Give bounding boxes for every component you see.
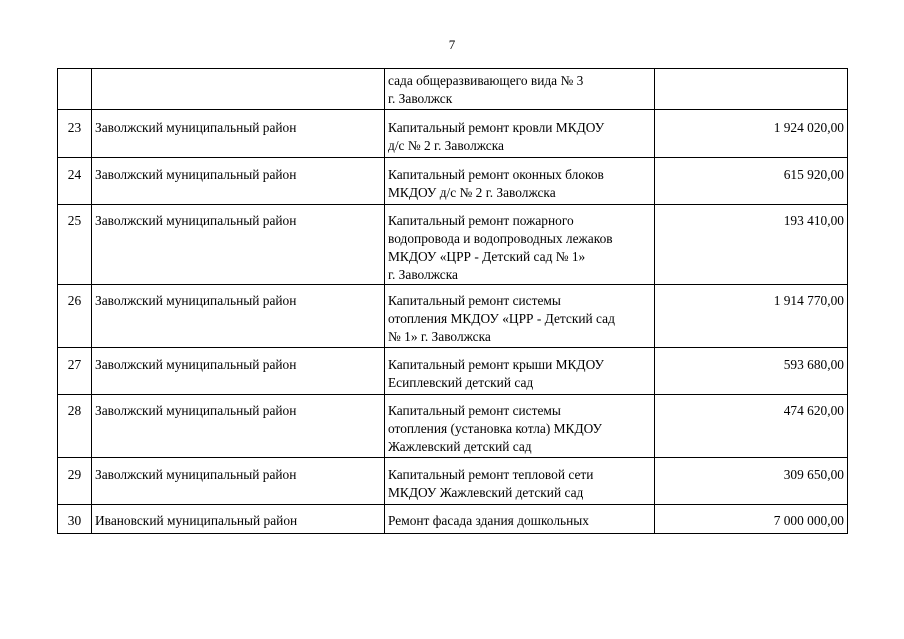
object-line: МКДОУ д/с № 2 г. Заволжска xyxy=(388,185,556,200)
row-number: 25 xyxy=(58,205,92,285)
amount: 7 000 000,00 xyxy=(655,505,848,534)
object-line: Капитальный ремонт системы xyxy=(388,293,561,308)
district-name: Заволжский муниципальный район xyxy=(92,458,385,505)
object-line: Капитальный ремонт крыши МКДОУ xyxy=(388,357,604,372)
object-line: МКДОУ Жажлевский детский сад xyxy=(388,485,584,500)
amount: 615 920,00 xyxy=(655,158,848,205)
object-description xyxy=(385,395,655,458)
table-row xyxy=(58,205,848,285)
funding-table xyxy=(57,68,848,534)
object-line: водопровода и водопроводных лежаков xyxy=(388,231,613,246)
object-line: Капитальный ремонт оконных блоков xyxy=(388,167,604,182)
object-description xyxy=(385,158,655,205)
object-line: г. Заволжск xyxy=(388,91,453,106)
table-row xyxy=(58,505,848,534)
object-description xyxy=(385,505,655,534)
object-line: Капитальный ремонт кровли МКДОУ xyxy=(388,120,605,135)
district-name xyxy=(92,69,385,110)
row-number: 30 xyxy=(58,505,92,534)
table-row xyxy=(58,395,848,458)
object-line: Капитальный ремонт системы xyxy=(388,403,561,418)
district-name: Заволжский муниципальный район xyxy=(92,348,385,395)
page-number: 7 xyxy=(448,37,456,52)
object-line: МКДОУ «ЦРР - Детский сад № 1» xyxy=(388,249,586,264)
object-line: отопления (установка котла) МКДОУ xyxy=(388,421,603,436)
row-number: 24 xyxy=(58,158,92,205)
table-row xyxy=(58,285,848,348)
object-description xyxy=(385,285,655,348)
row-number: 29 xyxy=(58,458,92,505)
object-description xyxy=(385,69,655,110)
object-line: № 1» г. Заволжска xyxy=(388,329,491,344)
amount: 309 650,00 xyxy=(655,458,848,505)
amount: 193 410,00 xyxy=(655,205,848,285)
object-description xyxy=(385,110,655,158)
amount: 1 914 770,00 xyxy=(655,285,848,348)
amount: 474 620,00 xyxy=(655,395,848,458)
table-row xyxy=(58,158,848,205)
object-line: Капитальный ремонт пожарного xyxy=(388,213,574,228)
object-line: отопления МКДОУ «ЦРР - Детский сад xyxy=(388,311,615,326)
district-name: Ивановский муниципальный район xyxy=(92,505,385,534)
object-line: г. Заволжска xyxy=(388,267,458,282)
object-line: Жажлевский детский сад xyxy=(388,439,532,454)
district-name: Заволжский муниципальный район xyxy=(92,110,385,158)
object-description xyxy=(385,458,655,505)
district-name: Заволжский муниципальный район xyxy=(92,395,385,458)
amount: 1 924 020,00 xyxy=(655,110,848,158)
row-number: 26 xyxy=(58,285,92,348)
row-number: 23 xyxy=(58,110,92,158)
row-number: 27 xyxy=(58,348,92,395)
table-row xyxy=(58,458,848,505)
object-line: сада общеразвивающего вида № 3 xyxy=(388,73,584,88)
district-name: Заволжский муниципальный район xyxy=(92,158,385,205)
table-row xyxy=(58,348,848,395)
district-name: Заволжский муниципальный район xyxy=(92,285,385,348)
row-number: 28 xyxy=(58,395,92,458)
object-line: д/с № 2 г. Заволжска xyxy=(388,138,504,153)
object-description xyxy=(385,205,655,285)
table-row xyxy=(58,69,848,110)
district-name: Заволжский муниципальный район xyxy=(92,205,385,285)
object-line: Есиплевский детский сад xyxy=(388,375,534,390)
object-line: Капитальный ремонт тепловой сети xyxy=(388,467,594,482)
amount: 593 680,00 xyxy=(655,348,848,395)
row-number xyxy=(58,69,92,110)
amount xyxy=(655,69,848,110)
table-row xyxy=(58,110,848,158)
object-description xyxy=(385,348,655,395)
object-line: Ремонт фасада здания дошкольных xyxy=(388,513,589,528)
